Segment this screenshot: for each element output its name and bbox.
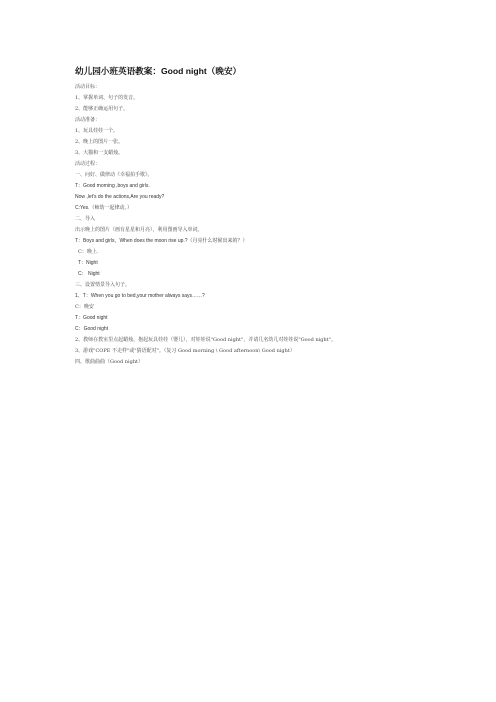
section-heading-preparation: 活动准备： — [75, 117, 101, 123]
dialogue-line: C：Good night — [75, 326, 109, 332]
process-step-heading: 三、设置情景导入句子。 — [75, 282, 131, 288]
goal-item: 1、掌握单词、句子的发音。 — [75, 95, 139, 101]
goal-item: 2、能够正确运用句子。 — [75, 106, 129, 112]
dialogue-line: 1、T：When you go to bed,your mother always says……? — [75, 293, 205, 299]
body-text: 2、教师在教室里点起蜡烛，抱起玩具娃娃（婴儿），对娃娃说"Good night"，并请几名幼儿对娃娃说"Good night"。 — [75, 337, 336, 343]
section-heading-goals: 活动目标： — [75, 84, 101, 90]
dialogue-line: T：Good night — [75, 315, 108, 321]
document-title: 幼儿园小班英语教案：Good night（晚安） — [75, 66, 242, 76]
dialogue-line: C：晚上. — [78, 249, 99, 255]
preparation-item: 1、玩具娃娃一个。 — [75, 128, 119, 134]
dialogue-line: Now ,let's do the actions,Are you ready? — [75, 194, 165, 200]
dialogue-line: T：Boys and girls，When does the moon rise up.?（月亮什么时候出来的？） — [75, 238, 248, 244]
body-text: 3、游戏"COPE 不走样"或"猜语配对"。（复习 Good morning \ Good afternoon\ Good night） — [75, 348, 295, 354]
process-step-heading: 一、问好、做律动《幸福拍手歌》。 — [75, 172, 153, 178]
preparation-item: 2、晚上的图片一张。 — [75, 139, 124, 145]
dialogue-line: C:Yes.（师幼一起律动。） — [75, 205, 133, 211]
body-text: 出示晚上的图片（画有星星和月亮），利用图画导入单词。 — [75, 227, 203, 233]
preparation-item: 3、大猫和一支蜡烛。 — [75, 150, 124, 156]
section-heading-process: 活动过程： — [75, 161, 101, 167]
process-step-heading: 二、导入 — [75, 216, 96, 222]
dialogue-line: T：Night — [78, 260, 98, 266]
dialogue-line: T：Good morning ,boys and girls. — [75, 183, 150, 189]
dialogue-line: C： Night — [78, 271, 100, 277]
process-step-heading: 四、歌曲曲曲（Good night） — [75, 359, 144, 365]
dialogue-line: C：晚安 — [75, 304, 94, 310]
